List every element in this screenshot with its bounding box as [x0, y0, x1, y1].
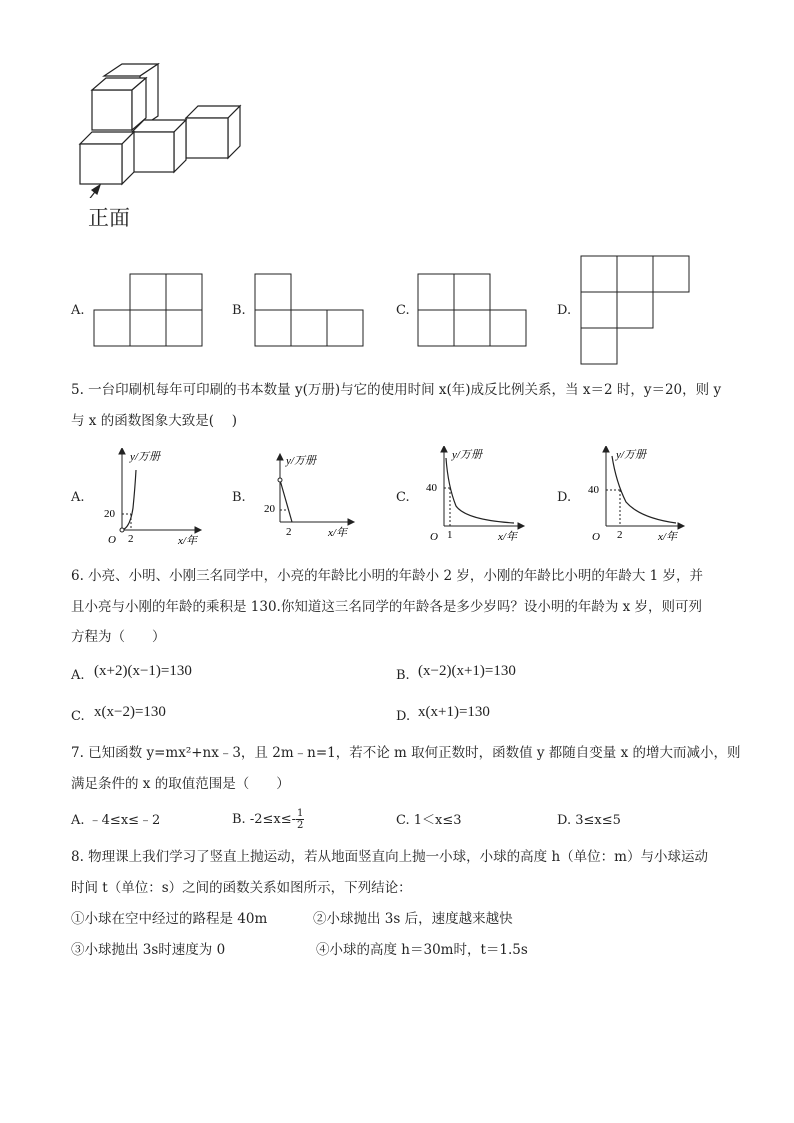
q6-option-b-label[interactable]: B.: [396, 668, 410, 683]
q5-option-d-label[interactable]: D.: [557, 490, 572, 505]
q7-option-b[interactable]: [232, 805, 304, 835]
q5-d-y-label: y/万册: [616, 449, 646, 461]
q5-c-origin: O: [430, 531, 438, 543]
q5-option-a-label[interactable]: A.: [71, 490, 85, 505]
q6-option-d-expr: x(x+1)=130: [418, 704, 490, 720]
q4-option-b-figure: [254, 273, 366, 349]
q6-option-a-expr: (x+2)(x−1)=130: [94, 663, 192, 679]
q7-stem-line1: 7. 已知函数 y=mx²+nx﹣3，且 2m﹣n=1，若不论 m 取何正数时，函数值 y 都随自变量 x 的增大而减小，则: [71, 745, 741, 761]
q8-conclusion-3: ③小球抛出 3s时速度为 0: [71, 942, 226, 958]
q4-option-c-label[interactable]: C.: [396, 303, 410, 318]
q5-a-x-label: x/年: [178, 535, 197, 547]
q8-stem-line1: 8. 物理课上我们学习了竖直上抛运动，若从地面竖直向上抛一小球，小球的高度 h（单位：m）与小球运动: [71, 849, 708, 865]
q4-option-c-figure: [417, 273, 529, 349]
q6-stem-line3: 方程为（ ）: [71, 629, 166, 645]
q5-d-origin: O: [592, 531, 600, 543]
q5-c-y-label: y/万册: [452, 449, 482, 461]
q7-stem-line2: 满足条件的 x 的取值范围是（ ）: [71, 776, 290, 792]
q4-option-d-label[interactable]: D.: [557, 303, 572, 318]
q4-option-d-figure: [580, 255, 692, 367]
q5-c-x-tick: 1: [447, 529, 453, 541]
q6-option-b-expr: (x−2)(x+1)=130: [418, 663, 516, 679]
q8-conclusion-2: ②小球抛出 3s 后，速度越来越快: [313, 911, 513, 927]
q5-stem-line1: 5. 一台印刷机每年可印刷的书本数量 y(万册)与它的使用时间 x(年)成反比例关系，当 x＝2 时，y＝20，则 y: [71, 382, 722, 398]
q6-option-c-expr: x(x−2)=130: [94, 704, 166, 720]
q5-stem-line2: 与 x 的函数图象大致是( ): [71, 413, 238, 429]
q5-a-origin: O: [108, 534, 116, 546]
q7-option-c[interactable]: C. 1＜x≤3: [396, 813, 462, 828]
q5-b-y-tick: 20: [264, 503, 275, 515]
q5-b-x-label: x/年: [328, 527, 347, 539]
q5-a-y-label: y/万册: [130, 451, 160, 463]
q8-conclusion-1: ①小球在空中经过的路程是 40m: [71, 911, 268, 927]
q5-a-y-tick: 20: [104, 508, 115, 520]
q5-d-y-tick: 40: [588, 484, 599, 496]
q5-graph-d: [584, 446, 694, 546]
q5-graph-a: [100, 448, 210, 548]
q5-graph-c: [422, 446, 534, 546]
q4-option-a-figure: [93, 273, 205, 349]
q7-option-b-fraction: $\frac{1}{2}$: [297, 808, 304, 831]
q5-d-x-label: x/年: [658, 531, 677, 543]
q4-option-a-label[interactable]: A.: [71, 303, 85, 318]
q8-stem-line2: 时间 t（单位：s）之间的函数关系如图所示，下列结论：: [71, 880, 412, 896]
q5-c-x-label: x/年: [498, 531, 517, 543]
q7-option-a[interactable]: A. ﹣4≤x≤﹣2: [71, 813, 161, 828]
q8-conclusion-4: ④小球的高度 h＝30m时，t＝1.5s: [316, 942, 528, 958]
q5-b-x-tick: 2: [286, 526, 292, 538]
cube-figure: [70, 58, 255, 198]
q6-option-c-label[interactable]: C.: [71, 709, 85, 724]
q6-option-d-label[interactable]: D.: [396, 709, 411, 724]
q5-option-c-label[interactable]: C.: [396, 490, 410, 505]
q6-stem-line1: 6. 小亮、小明、小刚三名同学中，小亮的年龄比小明的年龄小 2 岁，小刚的年龄比小明的年龄大 1 岁，并: [71, 568, 704, 584]
q7-option-b-prefix: B. -2≤x≤-: [232, 812, 296, 827]
q4-option-b-label[interactable]: B.: [232, 303, 246, 318]
q5-graph-b: [258, 448, 368, 548]
q5-option-b-label[interactable]: B.: [232, 490, 246, 505]
q6-stem-line2: 且小亮与小刚的年龄的乘积是 130.你知道这三名同学的年龄各是多少岁吗？设小明的年龄为 x 岁，则可列: [71, 599, 703, 615]
front-view-caption: 正面: [88, 206, 130, 230]
q5-a-x-tick: 2: [128, 533, 134, 545]
q5-d-x-tick: 2: [617, 529, 623, 541]
q5-b-y-label: y/万册: [286, 455, 316, 467]
q5-c-y-tick: 40: [426, 482, 437, 494]
q6-option-a-label[interactable]: A.: [71, 668, 85, 683]
q7-option-d[interactable]: D. 3≤x≤5: [557, 813, 621, 828]
